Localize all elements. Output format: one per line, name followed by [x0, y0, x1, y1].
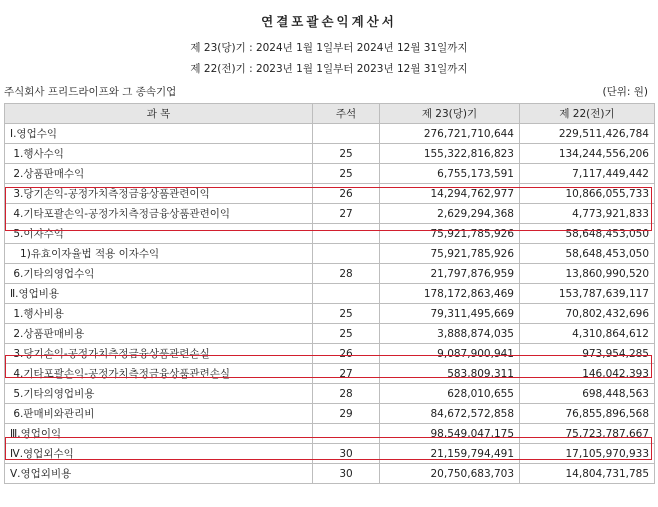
row-note: 27: [313, 204, 380, 224]
row-prior-value: 229,511,426,784: [520, 124, 655, 144]
table-header-row: [5, 104, 655, 124]
row-note: [313, 424, 380, 444]
table-row: [5, 124, 655, 144]
table-row: [5, 344, 655, 364]
row-current-value: 14,294,762,977: [380, 184, 520, 204]
row-item-label: 6.판매비와관리비: [5, 404, 313, 424]
table-row: [5, 464, 655, 484]
row-current-value: 21,797,876,959: [380, 264, 520, 284]
row-item-label: Ⅴ.영업외비용: [5, 464, 313, 484]
row-note: 27: [313, 364, 380, 384]
row-current-value: 21,159,794,491: [380, 444, 520, 464]
row-note: 28: [313, 264, 380, 284]
table-row: [5, 244, 655, 264]
income-statement-table: [4, 103, 655, 484]
row-item-label: Ⅱ.영업비용: [5, 284, 313, 304]
table-row: [5, 424, 655, 444]
row-item-label: Ⅳ.영업외수익: [5, 444, 313, 464]
period-current: 제 23(당)기 : 2024년 1월 1일부터 2024년 12월 31일까지: [190, 42, 468, 54]
row-current-value: 9,087,900,941: [380, 344, 520, 364]
row-note: 25: [313, 304, 380, 324]
table-row: [5, 384, 655, 404]
row-item-label: 2.상품판매비용: [5, 324, 313, 344]
row-current-value: 79,311,495,669: [380, 304, 520, 324]
statement-title: 연결포괄손익계산서: [261, 14, 397, 29]
row-current-value: 628,010,655: [380, 384, 520, 404]
row-prior-value: 76,855,896,568: [520, 404, 655, 424]
row-note: 25: [313, 324, 380, 344]
row-item-label: 3.당기손익-공정가치측정금융상품관련손실: [5, 344, 313, 364]
row-note: 28: [313, 384, 380, 404]
row-prior-value: 7,117,449,442: [520, 164, 655, 184]
row-note: 30: [313, 464, 380, 484]
row-note: [313, 244, 380, 264]
row-item-label: 2.상품판매수익: [5, 164, 313, 184]
row-current-value: 98,549,047,175: [380, 424, 520, 444]
column-header-item: 과 목: [5, 104, 313, 124]
row-current-value: 276,721,710,644: [380, 124, 520, 144]
row-item-label: 1.행사비용: [5, 304, 313, 324]
row-item-label: 4.기타포괄손익-공정가치측정금융상품관련이익: [5, 204, 313, 224]
column-header-note: 주석: [313, 104, 380, 124]
row-prior-value: 13,860,990,520: [520, 264, 655, 284]
row-item-label: Ⅲ.영업이익: [5, 424, 313, 444]
row-item-label: 1)유효이자율법 적용 이자수익: [5, 244, 313, 264]
row-current-value: 75,921,785,926: [380, 244, 520, 264]
row-prior-value: 698,448,563: [520, 384, 655, 404]
row-item-label: Ⅰ.영업수익: [5, 124, 313, 144]
row-item-label: 6.기타의영업수익: [5, 264, 313, 284]
row-note: [313, 224, 380, 244]
row-prior-value: 146,042,393: [520, 364, 655, 384]
row-note: 30: [313, 444, 380, 464]
row-note: 25: [313, 164, 380, 184]
row-item-label: 1.행사수익: [5, 144, 313, 164]
row-item-label: 5.이자수익: [5, 224, 313, 244]
row-current-value: 583,809,311: [380, 364, 520, 384]
row-prior-value: 75,723,787,667: [520, 424, 655, 444]
table-row: [5, 184, 655, 204]
row-note: 26: [313, 184, 380, 204]
row-current-value: 84,672,572,858: [380, 404, 520, 424]
row-current-value: 155,322,816,823: [380, 144, 520, 164]
table-row: [5, 324, 655, 344]
row-prior-value: 153,787,639,117: [520, 284, 655, 304]
row-prior-value: 973,954,285: [520, 344, 655, 364]
table-row: [5, 364, 655, 384]
row-current-value: 6,755,173,591: [380, 164, 520, 184]
row-prior-value: 58,648,453,050: [520, 224, 655, 244]
period-prior: 제 22(전)기 : 2023년 1월 1일부터 2023년 12월 31일까지: [190, 63, 468, 75]
column-header-current: 제 23(당)기: [380, 104, 520, 124]
table-row: [5, 264, 655, 284]
table-row: [5, 444, 655, 464]
row-note: 25: [313, 144, 380, 164]
row-prior-value: 70,802,432,696: [520, 304, 655, 324]
row-note: 29: [313, 404, 380, 424]
row-current-value: 75,921,785,926: [380, 224, 520, 244]
row-current-value: 2,629,294,368: [380, 204, 520, 224]
row-prior-value: 58,648,453,050: [520, 244, 655, 264]
table-row: [5, 144, 655, 164]
table-row: [5, 304, 655, 324]
column-header-prior: 제 22(전)기: [520, 104, 655, 124]
row-current-value: 20,750,683,703: [380, 464, 520, 484]
row-note: [313, 284, 380, 304]
row-prior-value: 10,866,055,733: [520, 184, 655, 204]
row-item-label: 5.기타의영업비용: [5, 384, 313, 404]
row-note: 26: [313, 344, 380, 364]
row-current-value: 3,888,874,035: [380, 324, 520, 344]
company-name: 주식회사 프리드라이프와 그 종속기업: [4, 86, 177, 98]
row-prior-value: 134,244,556,206: [520, 144, 655, 164]
table-row: [5, 404, 655, 424]
row-current-value: 178,172,863,469: [380, 284, 520, 304]
row-prior-value: 14,804,731,785: [520, 464, 655, 484]
row-prior-value: 4,773,921,833: [520, 204, 655, 224]
table-row: [5, 164, 655, 184]
unit-label: (단위: 원): [602, 86, 648, 98]
row-note: [313, 124, 380, 144]
row-prior-value: 17,105,970,933: [520, 444, 655, 464]
table-row: [5, 204, 655, 224]
row-item-label: 3.당기손익-공정가치측정금융상품관련이익: [5, 184, 313, 204]
row-prior-value: 4,310,864,612: [520, 324, 655, 344]
table-row: [5, 224, 655, 244]
row-item-label: 4.기타포괄손익-공정가치측정금융상품관련손실: [5, 364, 313, 384]
table-row: [5, 284, 655, 304]
